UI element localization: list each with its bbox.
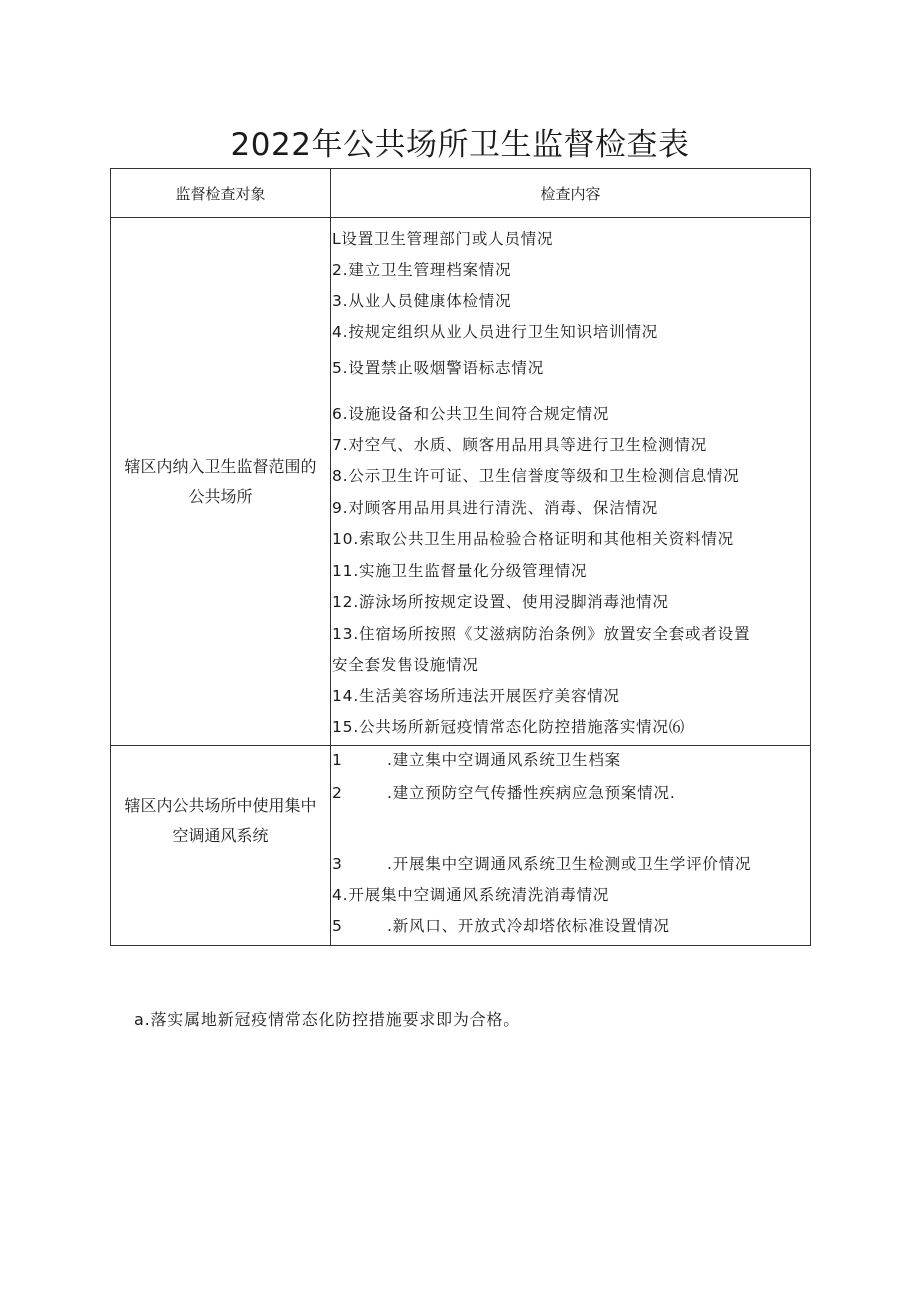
list-item — [332, 914, 670, 938]
list-item — [332, 852, 751, 876]
item-text: .新风口、开放式冷却塔依标准设置情况 — [387, 917, 670, 935]
item-text: .建立预防空气传播性疾病应急预案情况. — [387, 784, 676, 802]
list-item: 7.对空气、水质、顾客用品用具等进行卫生检测情况 — [332, 436, 707, 454]
content-list — [331, 746, 810, 945]
table-row — [111, 746, 811, 946]
list-item: 15.公共场所新冠疫情常态化防控措施落实情况⑹ — [332, 718, 686, 736]
list-item: 4.按规定组织从业人员进行卫生知识培训情况 — [332, 323, 659, 341]
table-row — [111, 218, 811, 746]
item-text: 4.开展集中空调通风系统清洗消毒情况 — [332, 886, 610, 904]
list-item — [332, 748, 621, 772]
header-content: 检查内容 — [331, 169, 811, 218]
content-cell — [331, 746, 811, 946]
page-title: 2022年公共场所卫生监督检查表 — [230, 127, 690, 163]
item-text: .建立集中空调通风系统卫生档案 — [387, 751, 621, 769]
item-text: .开展集中空调通风系统卫生检测或卫生学评价情况 — [387, 855, 752, 873]
list-item: 9.对顾客用品用具进行清洗、消毒、保洁情况 — [332, 499, 659, 517]
header-object: 监督检查对象 — [111, 169, 331, 218]
inspection-table — [110, 168, 811, 946]
content-cell — [331, 218, 811, 746]
list-item: 安全套发售设施情况 — [332, 656, 479, 674]
list-item: 13.住宿场所按照《艾滋病防治条例》放置安全套或者设置 — [332, 625, 751, 643]
list-item: 5.设置禁止吸烟警语标志情况 — [332, 359, 544, 377]
list-item: 6.设施设备和公共卫生间符合规定情况 — [332, 405, 610, 423]
list-item: 11.实施卫生监督量化分级管理情况 — [332, 562, 588, 580]
object-cell: 辖区内公共场所中使用集中空调通风系统 — [111, 746, 331, 946]
list-item: 12.游泳场所按规定设置、使用浸脚消毒池情况 — [332, 593, 669, 611]
list-item: 3.从业人员健康体检情况 — [332, 292, 512, 310]
list-item: 8.公示卫生许可证、卫生信誉度等级和卫生检测信息情况 — [332, 467, 740, 485]
table-header-row — [111, 169, 811, 218]
item-number: 5 — [332, 917, 343, 935]
list-item — [332, 883, 609, 907]
list-item: 14.生活美容场所违法开展医疗美容情况 — [332, 687, 620, 705]
list-item — [332, 781, 676, 805]
item-number: 2 — [332, 784, 343, 802]
item-number: 1 — [332, 751, 343, 769]
item-number: 3 — [332, 855, 343, 873]
object-cell: 辖区内纳入卫生监督范围的公共场所 — [111, 218, 331, 746]
list-item: L设置卫生管理部门或人员情况 — [332, 230, 554, 248]
footnote: a.落实属地新冠疫情常态化防控措施要求即为合格。 — [134, 1010, 521, 1029]
list-item: 2.建立卫生管理档案情况 — [332, 261, 512, 279]
list-item: 10.索取公共卫生用品检验合格证明和其他相关资料情况 — [332, 530, 734, 548]
content-list — [331, 218, 810, 745]
